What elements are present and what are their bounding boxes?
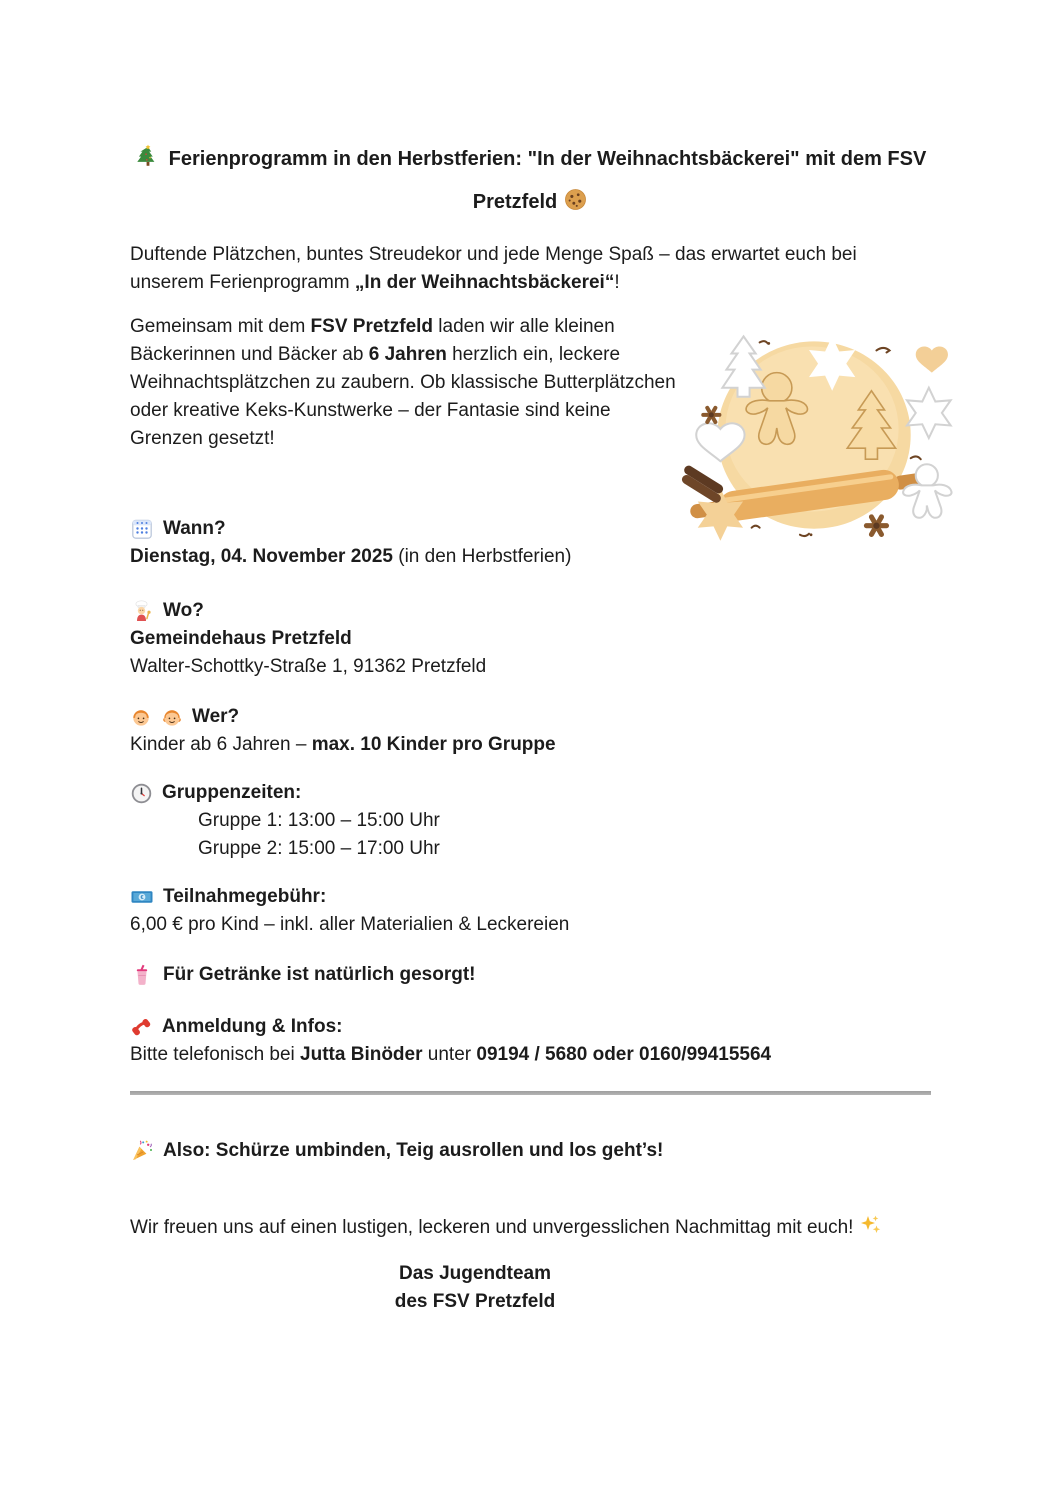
signature-block bbox=[130, 1260, 820, 1316]
wer-run1: Kinder ab 6 Jahren – bbox=[130, 734, 312, 755]
intro-text-end: ! bbox=[614, 272, 620, 293]
girl-icon bbox=[161, 706, 183, 728]
cook-icon bbox=[130, 599, 154, 623]
sparkles-icon bbox=[859, 1213, 883, 1246]
getraenke-text: Für Getränke ist natürlich gesorgt! bbox=[163, 964, 476, 985]
also-text: Also: Schürze umbinden, Teig ausrollen und los geht’s! bbox=[163, 1140, 664, 1161]
intro-text: Duftende Plätzchen, buntes Streudekor und jede Menge Spaß – das erwartet euch bei unserem Ferienprogramm bbox=[130, 244, 857, 293]
anmeldung-phone-bold: 09194 / 5680 oder 0160/99415564 bbox=[476, 1044, 772, 1065]
closing-line bbox=[130, 1213, 931, 1246]
section-anmeldung bbox=[130, 1013, 931, 1069]
getraenke-row bbox=[130, 961, 931, 989]
cookie-icon bbox=[563, 187, 588, 225]
title-line-1 bbox=[130, 140, 931, 183]
euro-banknote-icon bbox=[130, 885, 154, 909]
intro-text-bold: „In der Weihnachtsbäckerei“ bbox=[354, 272, 615, 293]
cup-with-straw-icon bbox=[130, 963, 154, 987]
section-divider bbox=[130, 1091, 931, 1095]
wer-max-bold: max. 10 Kinder pro Gruppe bbox=[311, 734, 556, 755]
gruppe-2-item: Gruppe 2: 15:00 – 17:00 Uhr bbox=[198, 838, 440, 859]
wer-heading: Wer? bbox=[192, 706, 240, 727]
wann-date: Dienstag, 04. November 2025 bbox=[130, 546, 393, 567]
baking-illustration bbox=[663, 305, 955, 549]
gebuehr-heading-row bbox=[130, 883, 931, 911]
anmeldung-heading: Anmeldung & Infos: bbox=[162, 1016, 343, 1037]
svg-text:€: € bbox=[140, 895, 144, 901]
anmeldung-body bbox=[130, 1041, 931, 1069]
christmas-tree-icon bbox=[135, 144, 161, 183]
gebuehr-body: 6,00 € pro Kind – inkl. aller Materialien & Leckereien bbox=[130, 914, 570, 935]
wo-heading-row bbox=[130, 597, 931, 625]
closing-text: Wir freuen uns auf einen lustigen, leckeren und unvergesslichen Nachmittag mit euch! bbox=[130, 1217, 854, 1238]
anmeldung-run1: Bitte telefonisch bei bbox=[130, 1044, 301, 1065]
wo-address: Walter-Schottky-Straße 1, 91362 Pretzfeld bbox=[130, 656, 487, 677]
calendar-icon bbox=[130, 517, 154, 541]
signature-line-2: des FSV Pretzfeld bbox=[394, 1291, 556, 1312]
about-run5: herzlich ein, leckere Weihnachtsplätzchen zu zaubern. Ob klassische Butterplätzchen oder kreative Keks-Kunstwerke – der Fantasie sind keine Grenzen gesetzt! bbox=[130, 344, 676, 449]
wo-heading: Wo? bbox=[163, 600, 204, 621]
wer-heading-row bbox=[130, 703, 931, 731]
about-paragraph bbox=[130, 313, 686, 453]
gebuehr-heading: Teilnahmegebühr: bbox=[163, 886, 327, 907]
about-run1: Gemeinsam mit dem bbox=[130, 316, 311, 337]
party-popper-icon bbox=[130, 1139, 154, 1163]
wann-heading: Wann? bbox=[163, 518, 226, 539]
about-run3: laden wir alle kleinen Bäckerinnen und Bäcker ab bbox=[130, 316, 615, 365]
anmeldung-run3: unter bbox=[422, 1044, 477, 1065]
wann-note: (in den Herbstferien) bbox=[392, 546, 572, 567]
anmeldung-contact-bold: Jutta Binöder bbox=[300, 1044, 423, 1065]
phone-icon bbox=[130, 1016, 153, 1039]
about-club-bold: FSV Pretzfeld bbox=[310, 316, 434, 337]
about-age-bold: 6 Jahren bbox=[368, 344, 447, 365]
gruppe-1-item: Gruppe 1: 13:00 – 15:00 Uhr bbox=[198, 810, 440, 831]
clock-icon bbox=[130, 782, 153, 805]
also-row bbox=[130, 1137, 931, 1165]
wo-venue: Gemeindehaus Pretzfeld bbox=[130, 628, 352, 649]
intro-paragraph bbox=[130, 241, 931, 297]
title-block bbox=[130, 140, 931, 225]
section-also bbox=[130, 1137, 931, 1165]
section-gruppenzeiten bbox=[130, 779, 931, 863]
section-wer bbox=[130, 703, 931, 759]
boy-icon bbox=[130, 706, 152, 728]
anmeldung-heading-row bbox=[130, 1013, 931, 1041]
title-line-2 bbox=[130, 183, 931, 225]
about-section bbox=[130, 313, 931, 453]
section-getraenke bbox=[130, 961, 931, 989]
gruppenzeiten-heading: Gruppenzeiten: bbox=[162, 782, 302, 803]
wer-body bbox=[130, 731, 931, 759]
gruppenzeiten-heading-row bbox=[130, 779, 931, 807]
title-text-line2: Pretzfeld bbox=[472, 191, 558, 213]
section-gebuehr bbox=[130, 883, 931, 939]
gruppenzeiten-list bbox=[130, 807, 931, 863]
signature-line-1: Das Jugendteam bbox=[398, 1263, 552, 1284]
section-wo bbox=[130, 597, 931, 681]
title-text-line1: Ferienprogramm in den Herbstferien: "In der Weihnachtsbäckerei" mit dem FSV bbox=[168, 148, 927, 170]
